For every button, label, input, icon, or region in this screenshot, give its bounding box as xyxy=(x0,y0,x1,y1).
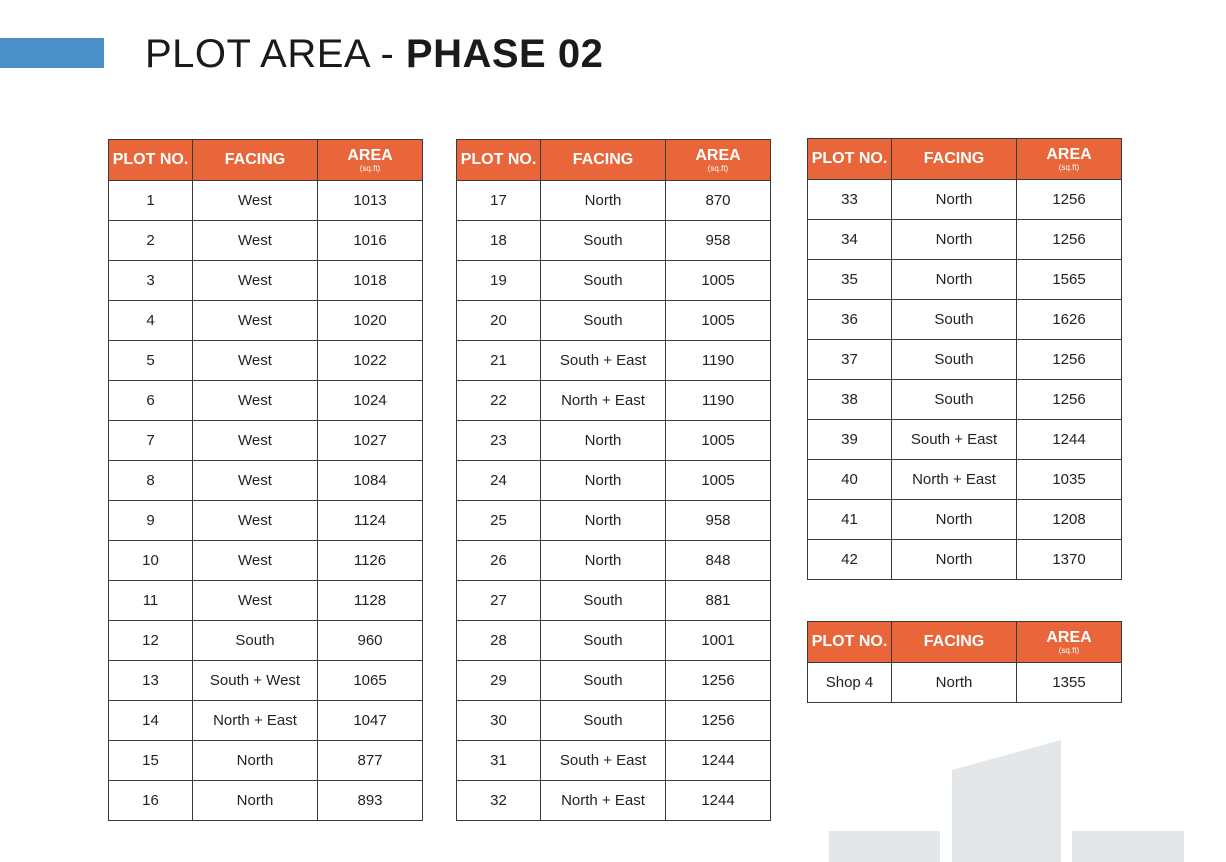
cell-facing: West xyxy=(193,501,318,541)
building-graphic-center xyxy=(952,740,1061,862)
cell-facing: West xyxy=(193,221,318,261)
table-row xyxy=(457,541,771,581)
cell-plot-no: 29 xyxy=(457,661,541,701)
cell-area: 1256 xyxy=(1017,180,1122,220)
cell-plot-no: 17 xyxy=(457,181,541,221)
cell-area: 1190 xyxy=(666,341,771,381)
col-header-facing: FACING xyxy=(541,140,666,181)
cell-facing: South xyxy=(193,621,318,661)
table-row xyxy=(808,663,1122,703)
cell-area: 881 xyxy=(666,581,771,621)
plot-table-3 xyxy=(807,138,1122,580)
table-row xyxy=(109,581,423,621)
table-row xyxy=(109,621,423,661)
col-header-area-unit: (sq.ft) xyxy=(1058,162,1080,172)
col-header-plot-no: PLOT NO. xyxy=(808,622,892,663)
cell-plot-no: 3 xyxy=(109,261,193,301)
table-row xyxy=(109,181,423,221)
cell-area: 1065 xyxy=(318,661,423,701)
table-row xyxy=(457,661,771,701)
table-row xyxy=(808,380,1122,420)
table-row xyxy=(457,261,771,301)
table-row xyxy=(457,181,771,221)
cell-facing: West xyxy=(193,301,318,341)
cell-plot-no: 20 xyxy=(457,301,541,341)
cell-facing: South xyxy=(541,261,666,301)
cell-area: 1626 xyxy=(1017,300,1122,340)
col-header-area-label: AREA xyxy=(347,146,393,164)
cell-plot-no: 41 xyxy=(808,500,892,540)
page-title-bold: PHASE 02 xyxy=(405,32,604,76)
cell-area: 1256 xyxy=(1017,220,1122,260)
table-row xyxy=(457,741,771,781)
cell-facing: West xyxy=(193,341,318,381)
cell-area: 1005 xyxy=(666,261,771,301)
col-header-area xyxy=(666,140,771,181)
table-row xyxy=(457,581,771,621)
cell-facing: North + East xyxy=(892,460,1017,500)
cell-facing: North xyxy=(892,500,1017,540)
cell-plot-no: 6 xyxy=(109,381,193,421)
col-header-area-label: AREA xyxy=(695,146,741,164)
table-row xyxy=(457,781,771,821)
cell-area: 1124 xyxy=(318,501,423,541)
cell-facing: West xyxy=(193,381,318,421)
cell-plot-no: 32 xyxy=(457,781,541,821)
table-row xyxy=(109,421,423,461)
table-row xyxy=(457,221,771,261)
table-row xyxy=(808,340,1122,380)
cell-area: 848 xyxy=(666,541,771,581)
cell-facing: North + East xyxy=(541,381,666,421)
table-row xyxy=(457,621,771,661)
cell-area: 1256 xyxy=(1017,340,1122,380)
cell-plot-no: 18 xyxy=(457,221,541,261)
cell-plot-no: 7 xyxy=(109,421,193,461)
cell-area: 1024 xyxy=(318,381,423,421)
cell-facing: West xyxy=(193,261,318,301)
cell-plot-no: 4 xyxy=(109,301,193,341)
table-row xyxy=(109,341,423,381)
accent-bar xyxy=(0,38,104,68)
cell-facing: North xyxy=(541,461,666,501)
cell-facing: South xyxy=(541,701,666,741)
col-header-area-label: AREA xyxy=(1046,145,1092,163)
cell-plot-no: 34 xyxy=(808,220,892,260)
cell-area: 1027 xyxy=(318,421,423,461)
cell-facing: North xyxy=(892,220,1017,260)
col-header-plot-no: PLOT NO. xyxy=(457,140,541,181)
col-header-area xyxy=(1017,622,1122,663)
col-header-facing: FACING xyxy=(892,622,1017,663)
table-row xyxy=(109,541,423,581)
cell-facing: West xyxy=(193,181,318,221)
table-row xyxy=(808,220,1122,260)
cell-area: 1084 xyxy=(318,461,423,501)
cell-plot-no: 35 xyxy=(808,260,892,300)
cell-facing: North xyxy=(541,501,666,541)
col-header-area xyxy=(1017,139,1122,180)
cell-facing: South + East xyxy=(541,341,666,381)
cell-facing: North xyxy=(892,663,1017,703)
cell-facing: South + East xyxy=(892,420,1017,460)
cell-area: 1355 xyxy=(1017,663,1122,703)
cell-area: 1016 xyxy=(318,221,423,261)
cell-area: 958 xyxy=(666,501,771,541)
cell-facing: North xyxy=(193,741,318,781)
cell-plot-no: 19 xyxy=(457,261,541,301)
cell-plot-no: 9 xyxy=(109,501,193,541)
cell-area: 1256 xyxy=(1017,380,1122,420)
cell-area: 1047 xyxy=(318,701,423,741)
cell-facing: South xyxy=(892,300,1017,340)
page-title xyxy=(145,30,603,78)
cell-plot-no: 2 xyxy=(109,221,193,261)
cell-plot-no: 1 xyxy=(109,181,193,221)
col-header-area-unit: (sq.ft) xyxy=(707,163,729,173)
cell-facing: South xyxy=(541,301,666,341)
col-header-area-unit: (sq.ft) xyxy=(1058,645,1080,655)
cell-facing: West xyxy=(193,461,318,501)
table-row xyxy=(109,501,423,541)
cell-plot-no: 42 xyxy=(808,540,892,580)
table-row xyxy=(457,421,771,461)
table-row xyxy=(109,301,423,341)
cell-plot-no: 30 xyxy=(457,701,541,741)
table-header-row xyxy=(808,622,1122,663)
cell-facing: South + West xyxy=(193,661,318,701)
cell-area: 1565 xyxy=(1017,260,1122,300)
cell-area: 1022 xyxy=(318,341,423,381)
table-header-row xyxy=(109,140,423,181)
cell-plot-no: 33 xyxy=(808,180,892,220)
cell-plot-no: 40 xyxy=(808,460,892,500)
cell-facing: North xyxy=(892,260,1017,300)
cell-area: 1013 xyxy=(318,181,423,221)
cell-facing: South xyxy=(892,340,1017,380)
plot-table-shop xyxy=(807,621,1122,703)
cell-area: 1244 xyxy=(666,781,771,821)
table-row xyxy=(808,420,1122,460)
cell-facing: West xyxy=(193,541,318,581)
cell-plot-no: 27 xyxy=(457,581,541,621)
plot-table-1 xyxy=(108,139,423,821)
building-graphic-left xyxy=(829,831,940,862)
cell-plot-no: 21 xyxy=(457,341,541,381)
cell-plot-no: 14 xyxy=(109,701,193,741)
cell-facing: South xyxy=(541,621,666,661)
table-row xyxy=(808,460,1122,500)
cell-area: 1244 xyxy=(666,741,771,781)
table-row xyxy=(457,701,771,741)
cell-plot-no: 24 xyxy=(457,461,541,501)
table-row xyxy=(457,461,771,501)
cell-area: 1190 xyxy=(666,381,771,421)
cell-facing: South xyxy=(892,380,1017,420)
table-row xyxy=(457,381,771,421)
col-header-area-unit: (sq.ft) xyxy=(359,163,381,173)
cell-plot-no: 16 xyxy=(109,781,193,821)
cell-plot-no: 25 xyxy=(457,501,541,541)
cell-area: 1005 xyxy=(666,461,771,501)
cell-plot-no: 38 xyxy=(808,380,892,420)
cell-facing: North + East xyxy=(193,701,318,741)
cell-plot-no: 36 xyxy=(808,300,892,340)
cell-plot-no: 12 xyxy=(109,621,193,661)
cell-plot-no: 10 xyxy=(109,541,193,581)
cell-facing: North xyxy=(541,421,666,461)
cell-plot-no: 13 xyxy=(109,661,193,701)
cell-area: 1005 xyxy=(666,421,771,461)
cell-facing: North xyxy=(892,180,1017,220)
cell-area: 1126 xyxy=(318,541,423,581)
cell-area: 1020 xyxy=(318,301,423,341)
cell-plot-no: 8 xyxy=(109,461,193,501)
plot-table-2 xyxy=(456,139,771,821)
cell-plot-no: 23 xyxy=(457,421,541,461)
table-row xyxy=(109,461,423,501)
cell-area: 1001 xyxy=(666,621,771,661)
table-row xyxy=(109,661,423,701)
table-row xyxy=(109,221,423,261)
cell-facing: North + East xyxy=(541,781,666,821)
col-header-plot-no: PLOT NO. xyxy=(808,139,892,180)
col-header-plot-no: PLOT NO. xyxy=(109,140,193,181)
cell-facing: South xyxy=(541,221,666,261)
cell-area: 960 xyxy=(318,621,423,661)
table-row xyxy=(109,261,423,301)
col-header-area-label: AREA xyxy=(1046,628,1092,646)
cell-plot-no: 28 xyxy=(457,621,541,661)
cell-area: 1005 xyxy=(666,301,771,341)
cell-plot-no: 15 xyxy=(109,741,193,781)
table-row xyxy=(808,300,1122,340)
cell-area: 1035 xyxy=(1017,460,1122,500)
table-row xyxy=(109,701,423,741)
table-row xyxy=(457,341,771,381)
table-row xyxy=(808,500,1122,540)
cell-plot-no: Shop 4 xyxy=(808,663,892,703)
cell-area: 1370 xyxy=(1017,540,1122,580)
table-row xyxy=(808,180,1122,220)
table-header-row xyxy=(457,140,771,181)
cell-area: 870 xyxy=(666,181,771,221)
col-header-facing: FACING xyxy=(892,139,1017,180)
cell-facing: North xyxy=(892,540,1017,580)
cell-area: 1256 xyxy=(666,701,771,741)
col-header-area xyxy=(318,140,423,181)
cell-facing: North xyxy=(541,541,666,581)
cell-area: 1208 xyxy=(1017,500,1122,540)
cell-area: 877 xyxy=(318,741,423,781)
cell-plot-no: 11 xyxy=(109,581,193,621)
cell-facing: North xyxy=(541,181,666,221)
cell-area: 958 xyxy=(666,221,771,261)
cell-facing: North xyxy=(193,781,318,821)
table-row xyxy=(109,381,423,421)
cell-facing: West xyxy=(193,421,318,461)
cell-plot-no: 37 xyxy=(808,340,892,380)
cell-area: 1256 xyxy=(666,661,771,701)
cell-facing: West xyxy=(193,581,318,621)
cell-facing: South + East xyxy=(541,741,666,781)
table-row xyxy=(109,741,423,781)
cell-area: 1128 xyxy=(318,581,423,621)
cell-area: 893 xyxy=(318,781,423,821)
cell-plot-no: 31 xyxy=(457,741,541,781)
page-title-light: PLOT AREA - xyxy=(145,32,406,76)
cell-plot-no: 5 xyxy=(109,341,193,381)
table-header-row xyxy=(808,139,1122,180)
table-row xyxy=(808,540,1122,580)
table-row xyxy=(808,260,1122,300)
table-row xyxy=(457,501,771,541)
col-header-facing: FACING xyxy=(193,140,318,181)
cell-plot-no: 22 xyxy=(457,381,541,421)
cell-plot-no: 26 xyxy=(457,541,541,581)
cell-facing: South xyxy=(541,581,666,621)
cell-area: 1018 xyxy=(318,261,423,301)
table-row xyxy=(457,301,771,341)
table-row xyxy=(109,781,423,821)
building-graphic-right xyxy=(1072,831,1184,862)
cell-facing: South xyxy=(541,661,666,701)
cell-plot-no: 39 xyxy=(808,420,892,460)
cell-area: 1244 xyxy=(1017,420,1122,460)
